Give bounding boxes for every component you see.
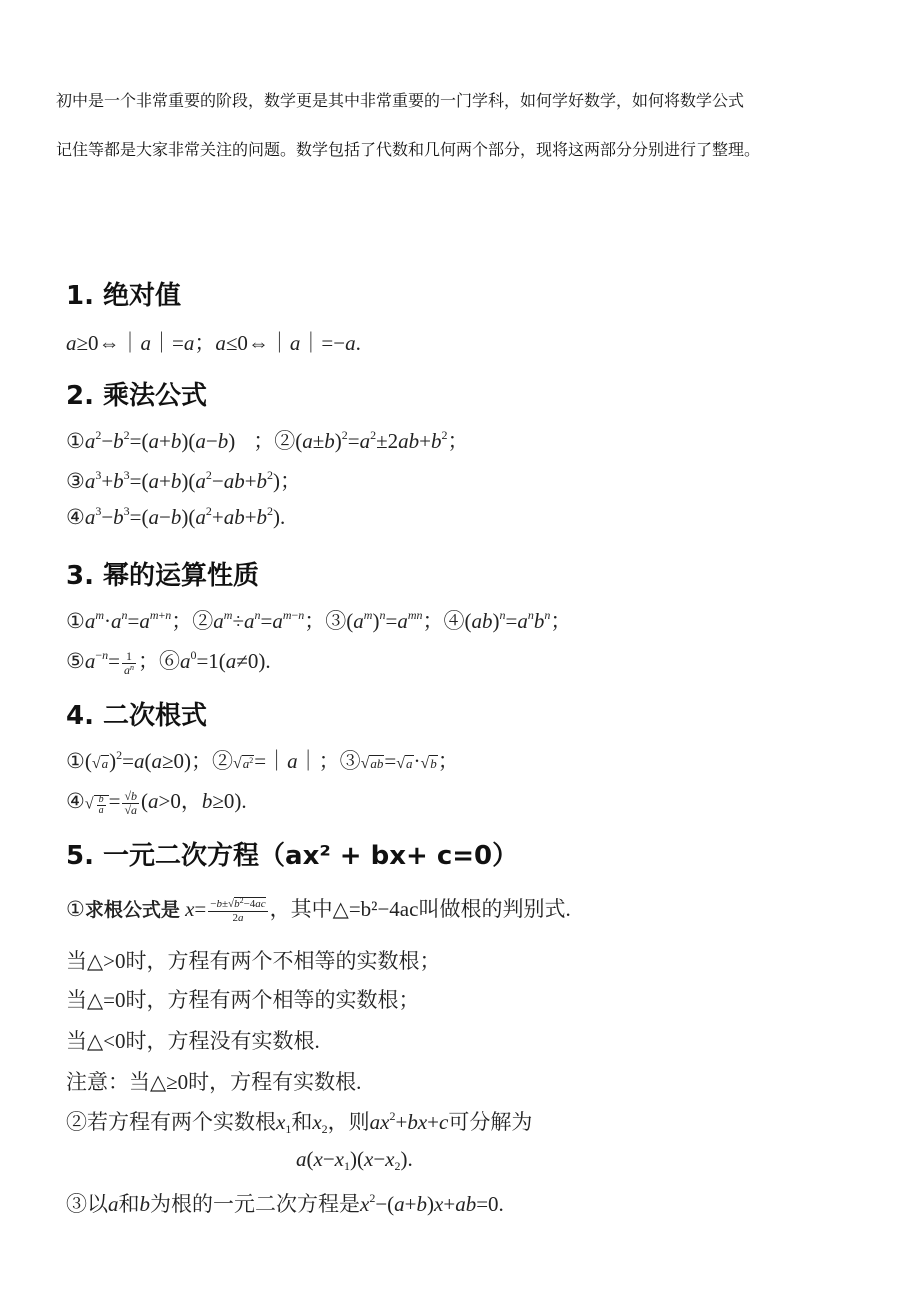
mult-formula-2: $③a^3+b^3=(a+b)(a^2-ab+b^2)$； [66, 468, 302, 493]
factorization-line: ②若方程有两个实数根$x_1$和$x_2$，则$ax^2+bx+c$可分解为 [66, 1109, 533, 1136]
discriminant-case-1: 当△>0时，方程有两个不相等的实数根； [66, 949, 441, 973]
discriminant-case-2: 当△=0时，方程有两个相等的实数根； [66, 988, 420, 1012]
intro-line-2: 记住等都是大家非常关注的问题。数学包括了代数和几何两个部分，现将这两部分分别进行了整理。 [56, 140, 761, 159]
abs-formula: a≥0⇔｜a｜=a；a≤0⇔｜a｜=−a. [66, 331, 361, 355]
radical-formula-1: $①(√a)^2=a(a\ge 0)$；$②√a^2=|a|$；③√ab=√a·√b； [66, 748, 459, 773]
power-formula-2: $⑤a^{-n}=$ $\frac{1}{a^n}$ ；$⑥a^0=1(a\ne 0)$. [66, 648, 271, 677]
mult-formula-1: $①a^2-b^2=(a+b)(a-b)$ ；$②(a\pm b)^2=a^2\pm 2ab+b^2$； [66, 428, 469, 453]
intro-line-1: 初中是一个非常重要的阶段，数学更是其中非常重要的一门学科，如何学好数学，如何将数学公式 [56, 91, 745, 110]
section-5-heading: 5. 一元二次方程（ax² + bx+ c=0） [66, 841, 519, 871]
section-2-heading: 2. 乘法公式 [66, 381, 208, 411]
factorization-result: $a(x-x_1)(x-x_2)$. [296, 1147, 413, 1173]
radical-formula-2: ④√ $\frac{b}{a}$ = $\frac{√b}{√a}$ (a>0，b≥0). [66, 788, 247, 817]
section-1-heading: 1. 绝对值 [66, 281, 182, 311]
vieta-line: ③以a和b为根的一元二次方程是$x^2-(a+b)x+ab=0$. [66, 1191, 504, 1216]
section-4-heading: 4. 二次根式 [66, 701, 208, 731]
mult-formula-3: $④a^3-b^3=(a-b)(a^2+ab+b^2)$. [66, 504, 286, 529]
discriminant-note: 注意：当△≥0时，方程有实数根. [66, 1070, 362, 1094]
power-formula-1: $①a^m\cdot a^n=a^{m+n}$；$②a^m\div a^n=a^{m-n}$；$③(a^m)^n=a^{mn}$；$④(ab)^n=a^nb^n$； [66, 608, 572, 633]
section-3-heading: 3. 幂的运算性质 [66, 561, 260, 591]
quadratic-formula-line: ①求根公式是 x= $\frac{-b\pm√b^2-4ac}{2a}$ ，其中△=b²−4ac叫做根的判别式. [66, 895, 571, 924]
discriminant-case-3: 当△<0时，方程没有实数根. [66, 1029, 320, 1053]
